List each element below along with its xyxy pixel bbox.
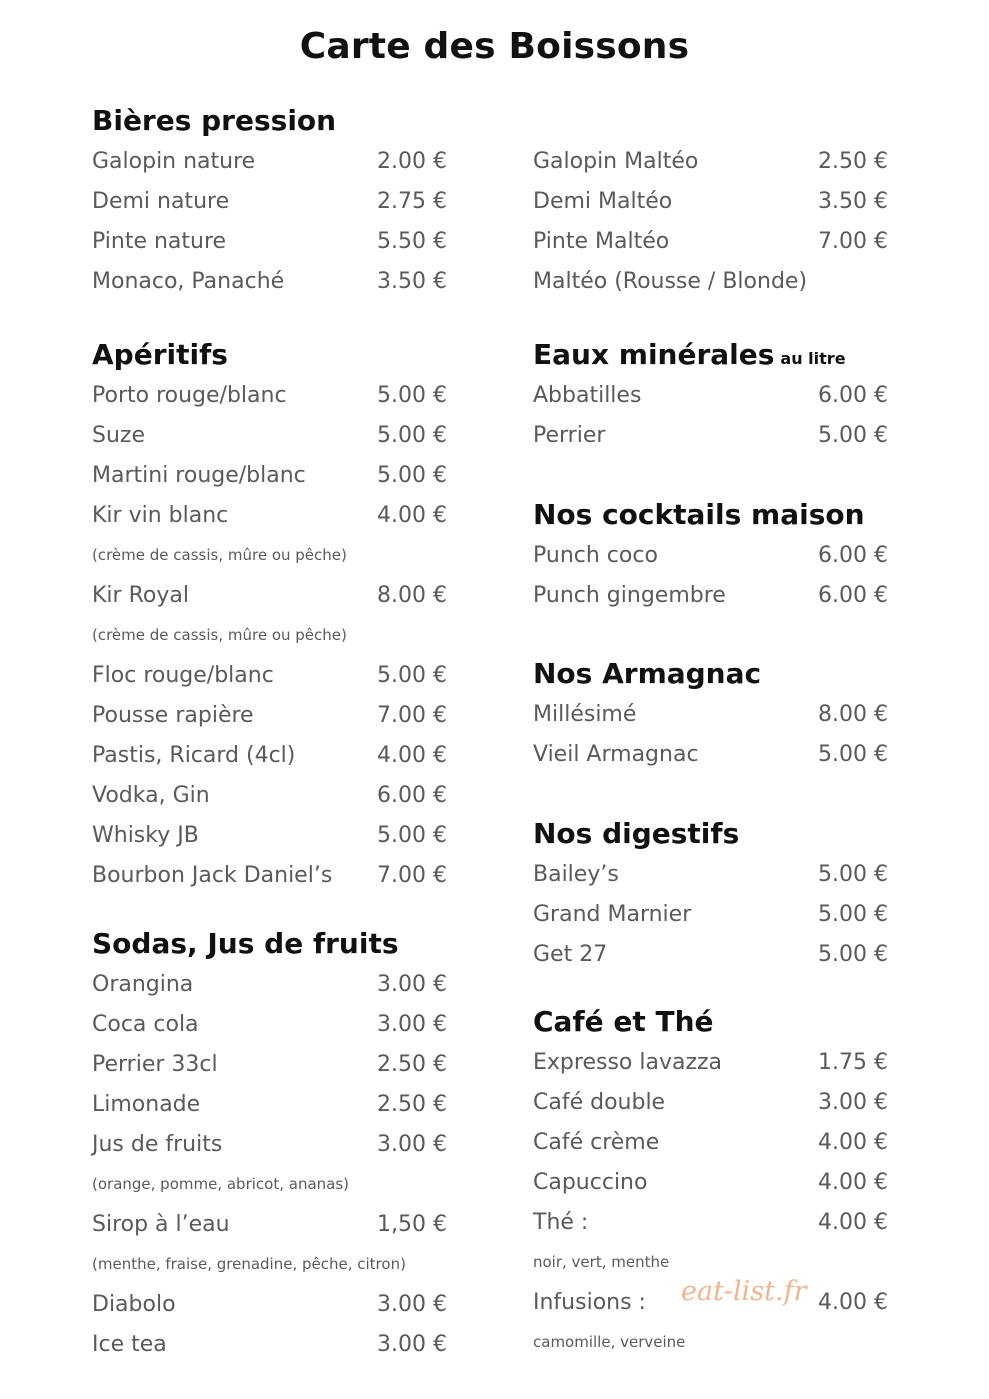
item-name: Floc rouge/blanc xyxy=(92,662,274,688)
menu-item xyxy=(533,1162,888,1202)
menu-item xyxy=(533,535,888,575)
item-price: 7.00 € xyxy=(377,862,447,888)
section-title-text: Eaux minérales xyxy=(533,338,775,371)
item-note: (crème de cassis, mûre ou pêche) xyxy=(92,626,347,644)
item-name: Grand Marnier xyxy=(533,901,692,927)
item-price: 6.00 € xyxy=(377,782,447,808)
item-note: noir, vert, menthe xyxy=(533,1253,670,1271)
item-name: Ice tea xyxy=(92,1331,167,1357)
item-price: 8.00 € xyxy=(377,582,447,608)
section-title: Bières pression xyxy=(92,104,337,137)
menu-item xyxy=(92,1284,447,1324)
item-name: Vodka, Gin xyxy=(92,782,210,808)
section-digestifs xyxy=(533,814,888,974)
item-price: 5.00 € xyxy=(377,662,447,688)
item-price: 4.00 € xyxy=(818,1129,888,1155)
item-name: Pastis, Ricard (4cl) xyxy=(92,742,296,768)
menu-item xyxy=(533,415,888,455)
section-bieres-right xyxy=(533,141,888,301)
menu-item xyxy=(92,1324,447,1364)
item-price: 2.50 € xyxy=(377,1051,447,1077)
watermark-logo: eat-list.fr xyxy=(681,1276,807,1307)
item-price: 3.50 € xyxy=(377,268,447,294)
item-name: Perrier 33cl xyxy=(92,1051,218,1077)
section-eaux xyxy=(533,335,888,455)
menu-item xyxy=(92,141,447,181)
section-title: Nos Armagnac xyxy=(533,657,762,690)
menu-item xyxy=(92,181,447,221)
item-note: camomille, verveine xyxy=(533,1333,686,1351)
menu-item xyxy=(92,815,447,855)
item-name: Bailey’s xyxy=(533,861,619,887)
item-price: 7.00 € xyxy=(818,228,888,254)
item-price: 7.00 € xyxy=(377,702,447,728)
menu-item xyxy=(533,261,888,301)
item-name: Demi Maltéo xyxy=(533,188,673,214)
item-name: Jus de fruits xyxy=(92,1131,223,1157)
item-price: 5.00 € xyxy=(377,422,447,448)
item-price: 6.00 € xyxy=(818,542,888,568)
menu-item xyxy=(533,854,888,894)
menu-item xyxy=(533,141,888,181)
menu-item xyxy=(92,575,447,615)
section-sodas xyxy=(92,924,447,1364)
item-name: Galopin Maltéo xyxy=(533,148,699,174)
menu-item xyxy=(533,894,888,934)
item-name: Monaco, Panaché xyxy=(92,268,285,294)
menu-item xyxy=(533,1042,888,1082)
menu-item xyxy=(92,375,447,415)
menu-item xyxy=(92,1044,447,1084)
item-price: 5.00 € xyxy=(818,901,888,927)
menu-item xyxy=(92,1084,447,1124)
item-name: Demi nature xyxy=(92,188,230,214)
item-price: 5.00 € xyxy=(377,822,447,848)
item-name: Perrier xyxy=(533,422,606,448)
item-name: Infusions : xyxy=(533,1289,646,1315)
item-name: Maltéo (Rousse / Blonde) xyxy=(533,268,808,294)
item-name: Coca cola xyxy=(92,1011,199,1037)
item-price: 2.50 € xyxy=(818,148,888,174)
item-price: 5.00 € xyxy=(818,941,888,967)
section-title: Café et Thé xyxy=(533,1005,714,1038)
item-price: 3.50 € xyxy=(818,188,888,214)
item-name: Limonade xyxy=(92,1091,201,1117)
menu-item xyxy=(533,375,888,415)
section-bieres xyxy=(92,101,447,301)
item-note: (orange, pomme, abricot, ananas) xyxy=(92,1175,350,1193)
item-price: 5.00 € xyxy=(377,462,447,488)
item-name: Martini rouge/blanc xyxy=(92,462,306,488)
item-price: 6.00 € xyxy=(818,582,888,608)
item-price: 3.00 € xyxy=(377,971,447,997)
item-price: 4.00 € xyxy=(377,742,447,768)
menu-item xyxy=(533,1122,888,1162)
item-price: 3.00 € xyxy=(818,1089,888,1115)
menu-item xyxy=(92,1204,447,1244)
item-price: 4.00 € xyxy=(818,1289,888,1315)
section-title: Apéritifs xyxy=(92,338,228,371)
menu-item xyxy=(92,1004,447,1044)
item-name: Pinte Maltéo xyxy=(533,228,670,254)
menu-item xyxy=(92,495,447,535)
menu-item xyxy=(92,1124,447,1164)
menu-item xyxy=(92,655,447,695)
section-armagnac xyxy=(533,654,888,774)
menu-item xyxy=(92,855,447,895)
item-price: 5.00 € xyxy=(818,422,888,448)
menu-item xyxy=(92,964,447,1004)
page-title: Carte des Boissons xyxy=(299,26,690,67)
menu-item xyxy=(92,695,447,735)
menu-item xyxy=(533,734,888,774)
item-name: Café crème xyxy=(533,1129,660,1155)
item-name: Expresso lavazza xyxy=(533,1049,723,1075)
item-price: 1.75 € xyxy=(818,1049,888,1075)
section-title-suffix: au litre xyxy=(780,349,846,368)
item-name: Millésimé xyxy=(533,701,637,727)
item-price: 1,50 € xyxy=(377,1211,447,1237)
item-name: Suze xyxy=(92,422,145,448)
item-name: Vieil Armagnac xyxy=(533,741,699,767)
menu-item xyxy=(92,221,447,261)
menu-item xyxy=(533,694,888,734)
item-name: Thé : xyxy=(533,1209,589,1235)
section-title: Nos cocktails maison xyxy=(533,498,865,531)
menu-item xyxy=(533,934,888,974)
item-price: 4.00 € xyxy=(818,1169,888,1195)
item-price: 6.00 € xyxy=(818,382,888,408)
item-price: 5.00 € xyxy=(377,382,447,408)
item-price: 5.00 € xyxy=(818,861,888,887)
item-price: 4.00 € xyxy=(377,502,447,528)
item-name: Kir Royal xyxy=(92,582,189,608)
item-price: 5.50 € xyxy=(377,228,447,254)
item-name: Café double xyxy=(533,1089,666,1115)
item-note: (menthe, fraise, grenadine, pêche, citron) xyxy=(92,1255,406,1273)
item-name: Kir vin blanc xyxy=(92,502,229,528)
item-name: Bourbon Jack Daniel’s xyxy=(92,862,333,888)
item-note: (crème de cassis, mûre ou pêche) xyxy=(92,546,347,564)
section-cafe xyxy=(533,1002,888,1362)
item-name: Pousse rapière xyxy=(92,702,254,728)
item-name: Punch coco xyxy=(533,542,658,568)
item-price: 3.00 € xyxy=(377,1291,447,1317)
item-name: Porto rouge/blanc xyxy=(92,382,287,408)
item-name: Orangina xyxy=(92,971,194,997)
menu-item xyxy=(533,1202,888,1242)
item-price: 2.00 € xyxy=(377,148,447,174)
item-name: Diabolo xyxy=(92,1291,176,1317)
item-price: 2.75 € xyxy=(377,188,447,214)
section-title xyxy=(533,335,888,375)
menu-item xyxy=(92,735,447,775)
item-price: 2.50 € xyxy=(377,1091,447,1117)
item-name: Punch gingembre xyxy=(533,582,726,608)
menu-item xyxy=(92,261,447,301)
section-title: Sodas, Jus de fruits xyxy=(92,927,399,960)
item-name: Whisky JB xyxy=(92,822,199,848)
menu-item xyxy=(533,575,888,615)
menu-item xyxy=(533,1082,888,1122)
item-price: 3.00 € xyxy=(377,1011,447,1037)
item-name: Galopin nature xyxy=(92,148,256,174)
item-name: Capuccino xyxy=(533,1169,648,1195)
menu-item xyxy=(533,181,888,221)
item-name: Pinte nature xyxy=(92,228,227,254)
section-aperitifs xyxy=(92,335,447,895)
item-name: Sirop à l’eau xyxy=(92,1211,230,1237)
item-price: 5.00 € xyxy=(818,741,888,767)
menu-item xyxy=(92,775,447,815)
item-price: 4.00 € xyxy=(818,1209,888,1235)
section-title: Nos digestifs xyxy=(533,817,740,850)
menu-item xyxy=(533,221,888,261)
item-name: Abbatilles xyxy=(533,382,642,408)
item-price: 8.00 € xyxy=(818,701,888,727)
item-price: 3.00 € xyxy=(377,1331,447,1357)
menu-item xyxy=(92,455,447,495)
item-name: Get 27 xyxy=(533,941,608,967)
menu-item xyxy=(92,415,447,455)
item-price: 3.00 € xyxy=(377,1131,447,1157)
section-cocktails xyxy=(533,495,888,615)
